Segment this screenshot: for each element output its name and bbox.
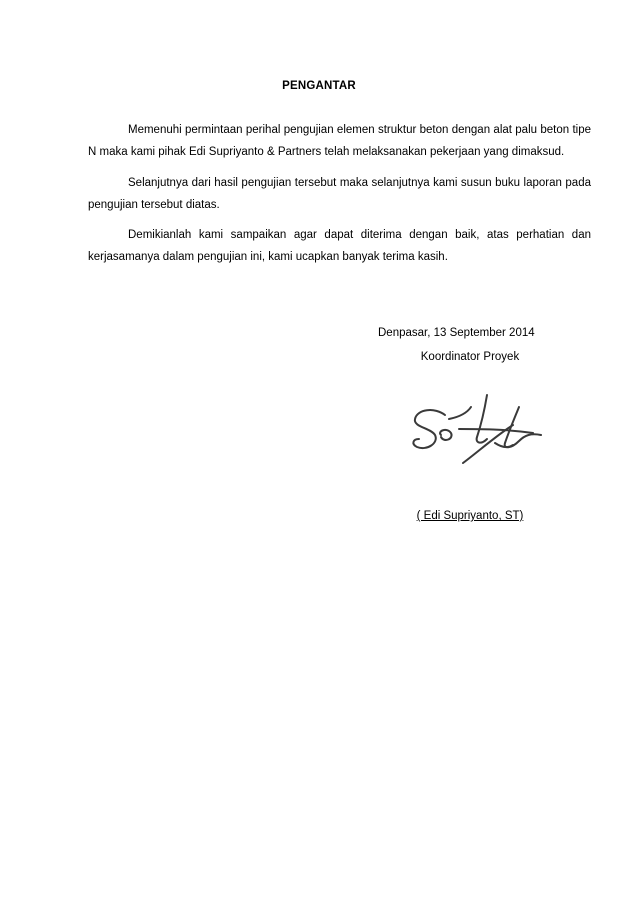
paragraph-2: Selanjutnya dari hasil pengujian tersebut maka selanjutnya kami susun buku laporan pada pengujian tersebut diatas. [88, 176, 591, 211]
signatory-name: ( Edi Supriyanto, ST) [416, 510, 524, 522]
document-body [88, 119, 591, 269]
document-title: PENGANTAR [282, 80, 356, 92]
paragraph-1: Memenuhi permintaan perihal pengujian elemen struktur beton dengan alat palu beton tipe N maka kami pihak Edi Supriyanto & Partners telah melaksanakan pekerjaan yang dimaksud. [88, 124, 591, 159]
signatory-role: Koordinator Proyek [420, 351, 520, 363]
signature-icon [401, 373, 569, 483]
paragraph-3: Demikianlah kami sampaikan agar dapat diterima dengan baik, atas perhatian dan kerjasamanya dalam pengujian ini, kami ucapkan banyak terima kasih. [88, 229, 591, 264]
place-date: Denpasar, 13 September 2014 [378, 327, 535, 339]
